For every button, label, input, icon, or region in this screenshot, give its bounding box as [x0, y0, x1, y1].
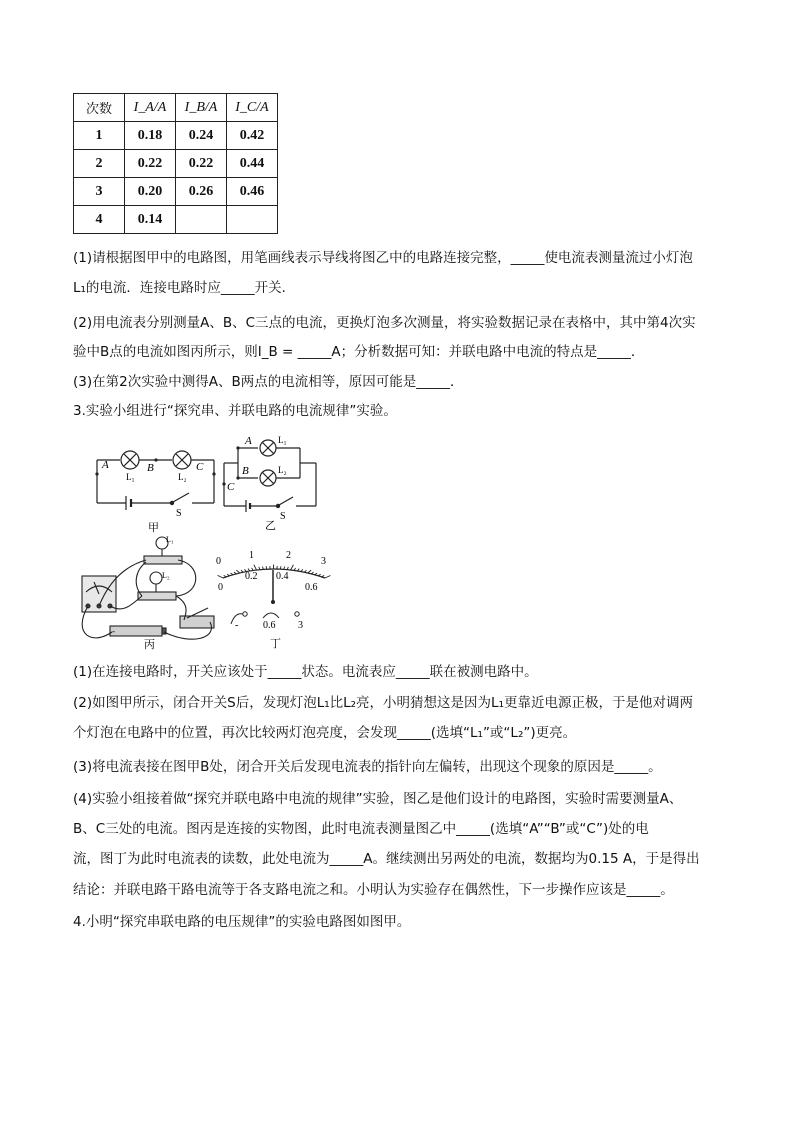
dial-tick	[224, 575, 227, 576]
label-L1: L₁	[278, 435, 287, 445]
table-cell: 0.20	[125, 178, 176, 206]
label-L2: L₂	[278, 465, 287, 475]
label-L2: L₂	[178, 472, 187, 482]
table-cell	[227, 206, 278, 234]
dial-top-3: 3	[321, 556, 326, 567]
table-header-row	[74, 94, 278, 122]
table-row	[74, 206, 278, 234]
table-cell: 0.24	[176, 122, 227, 150]
q3-part2-line2: 个灯泡在电路中的位置，再次比较两灯泡亮度，会发现_____(选填“L₁”或“L₂”)更亮。	[73, 725, 577, 741]
figure-ding-ammeter-dial	[213, 548, 333, 652]
caption-ding: 丁	[270, 638, 281, 650]
label-B: B	[242, 465, 249, 477]
table-cell: 0.26	[176, 178, 227, 206]
table-row	[74, 150, 278, 178]
q3-part4-line2: B、C三处的电流。图丙是连接的实物图，此时电流表测量图乙中_____(选填“A”“B”或“C”)处的电	[73, 821, 649, 837]
figure-yi-parallel-circuit	[218, 432, 323, 532]
dial-tick	[322, 575, 325, 576]
current-data-table	[73, 93, 278, 234]
dial-tick	[291, 565, 294, 570]
label-L1: L₁	[126, 472, 135, 482]
q3-part1: (1)在连接电路时，开关应该处于_____状态。电流表应_____联在被测电路中。	[73, 664, 538, 680]
dial-tick	[254, 565, 257, 570]
q2-part2-line2: 验中B点的电流如图丙所示，则I_B = _____A；分析数据可知：并联电路中电流的特点是_____．	[73, 344, 645, 360]
table-cell: 0.22	[176, 150, 227, 178]
table-header-cell: I_A/A	[125, 94, 176, 122]
dial-top-0: 0	[216, 556, 221, 567]
table-cell	[176, 206, 227, 234]
label-C: C	[227, 481, 235, 493]
dial-bottom-02: 0.2	[245, 571, 258, 582]
table-cell: 1	[74, 122, 125, 150]
table-header-cell: I_C/A	[227, 94, 278, 122]
dial-top-1: 1	[249, 550, 254, 561]
battery-minus: -	[112, 626, 115, 636]
table-header-cell: 次数	[74, 94, 125, 122]
label-A: A	[245, 435, 252, 447]
table-row	[74, 178, 278, 206]
table-cell: 4	[74, 206, 125, 234]
table-cell: 3	[74, 178, 125, 206]
figure-jia-series-circuit	[92, 440, 222, 535]
table-cell: 0.46	[227, 178, 278, 206]
label-A: A	[102, 459, 109, 471]
terminal-3: 3	[298, 620, 303, 631]
q3-part3: (3)将电流表接在图甲B处，闭合开关后发现电流表的指针向左偏转，出现这个现象的原因是_____。	[73, 759, 662, 775]
label-B: B	[147, 462, 154, 474]
terminal-minus: -	[235, 620, 239, 631]
table-row	[74, 122, 278, 150]
dial-tick	[227, 574, 230, 576]
table-cell: 0.14	[125, 206, 176, 234]
caption-bing: 丙	[144, 639, 155, 651]
q2-part1-line2: L₁的电流．连接电路时应_____开关．	[73, 280, 296, 296]
q2-part2-line1: (2)用电流表分别测量A、B、C三点的电流，更换灯泡多次测量，将实验数据记录在表格中，其中第4次实	[73, 315, 696, 331]
table-cell: 0.44	[227, 150, 278, 178]
label-S: S	[176, 508, 182, 519]
dial-tick	[218, 575, 223, 578]
label-L1: L₁	[166, 535, 174, 544]
q3-intro: 3.实验小组进行“探究串、并联电路的电流规律”实验。	[73, 403, 397, 419]
q2-part3: (3)在第2次实验中测得A、B两点的电流相等，原因可能是_____．	[73, 374, 464, 390]
dial-tick	[266, 566, 267, 569]
dial-tick	[308, 570, 311, 573]
caption-yi: 乙	[265, 520, 276, 532]
dial-tick	[280, 566, 281, 569]
dial-tick	[325, 575, 330, 578]
label-C: C	[196, 461, 204, 473]
table-cell: 0.22	[125, 150, 176, 178]
q3-part4-line3: 流，图丁为此时电流表的读数，此处电流为_____A。继续测出另两处的电流，数据均为0.15 A，于是得出	[73, 851, 700, 867]
dial-bottom-0: 0	[218, 582, 223, 593]
label-L2: L₂	[162, 571, 170, 580]
table-header-cell: I_B/A	[176, 94, 227, 122]
dial-bottom-04: 0.4	[276, 571, 289, 582]
dial-tick	[236, 570, 239, 573]
q3-part4-line4: 结论：并联电路干路电流等于各支路电流之和。小明认为实验存在偶然性，下一步操作应该是_____。	[73, 882, 674, 898]
table-cell: 0.18	[125, 122, 176, 150]
label-S: S	[280, 511, 286, 522]
q4-intro: 4.小明“探究串联电路的电压规律”的实验电路图如图甲。	[73, 914, 411, 930]
table-cell: 2	[74, 150, 125, 178]
table-cell: 0.42	[227, 122, 278, 150]
terminal-06: 0.6	[263, 620, 276, 631]
dial-top-2: 2	[286, 550, 291, 561]
q2-part1-line1: (1)请根据图甲中的电路图，用笔画线表示导线将图乙中的电路连接完整，_____使电流表测量流过小灯泡	[73, 250, 693, 266]
caption-jia: 甲	[148, 522, 159, 534]
figure-bing-physical-circuit	[72, 534, 222, 652]
dial-bottom-06: 0.6	[305, 582, 318, 593]
q3-part2-line1: (2)如图甲所示，闭合开关S后，发现灯泡L₁比L₂亮，小明猜想这是因为L₁更靠近电源正极，于是他对调两	[73, 695, 693, 711]
q3-part4-line1: (4)实验小组接着做“探究并联电路中电流的规律”实验，图乙是他们设计的电路图，实验时需要测量A、	[73, 791, 683, 807]
